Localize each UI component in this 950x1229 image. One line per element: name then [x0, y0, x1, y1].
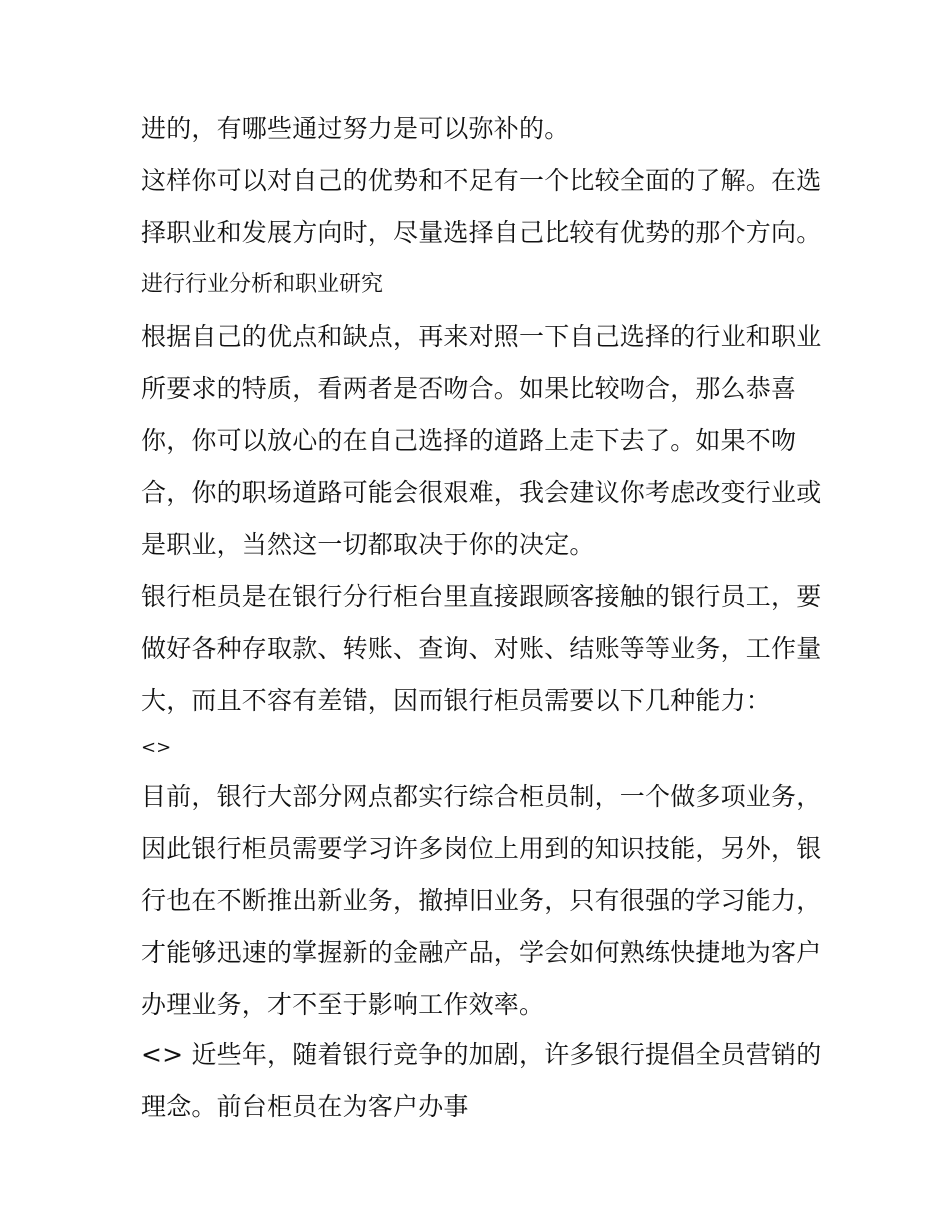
text-line: <> 近些年，随着银行竞争的加剧，许多银行提倡全员营销的: [141, 1040, 822, 1069]
section-heading: 进行行业分析和职业研究: [141, 272, 384, 297]
text-line: 进的，有哪些通过努力是可以弥补的。: [141, 114, 570, 143]
text-line: 理念。前台柜员在为客户办事: [141, 1092, 469, 1121]
text-line: 择职业和发展方向时，尽量选择自己比较有优势的那个方向。: [141, 218, 822, 247]
text-line: 合，你的职场道路可能会很艰难，我会建议你考虑改变行业或: [141, 478, 822, 507]
text-line: 行也在不断推出新业务，撤掉旧业务，只有很强的学习能力，: [141, 886, 822, 915]
text-line: 你，你可以放心的在自己选择的道路上走下去了。如果不吻: [141, 426, 797, 455]
text-line: 才能够迅速的掌握新的金融产品，学会如何熟练快捷地为客户: [141, 938, 822, 967]
document-body: [141, 112, 821, 1124]
placeholder-marker: <>: [141, 737, 172, 758]
text-line: 根据自己的优点和缺点，再来对照一下自己选择的行业和职业: [141, 322, 822, 351]
text-line: 大，而且不容有差错，因而银行柜员需要以下几种能力：: [141, 686, 772, 715]
text-line: 银行柜员是在银行分行柜台里直接跟顾客接触的银行员工，要: [141, 582, 822, 611]
text-line: 办理业务，才不至于影响工作效率。: [141, 990, 545, 1019]
text-line: 所要求的特质，看两者是否吻合。如果比较吻合，那么恭喜: [141, 374, 797, 403]
text-line: 做好各种存取款、转账、查询、对账、结账等等业务，工作量: [141, 634, 822, 663]
text-line: 因此银行柜员需要学习许多岗位上用到的知识技能，另外，银: [141, 834, 822, 863]
text-line: 目前，银行大部分网点都实行综合柜员制，一个做多项业务，: [141, 782, 822, 811]
text-line: 是职业，当然这一切都取决于你的决定。: [141, 530, 595, 559]
text-line: 这样你可以对自己的优势和不足有一个比较全面的了解。在选: [141, 166, 822, 195]
